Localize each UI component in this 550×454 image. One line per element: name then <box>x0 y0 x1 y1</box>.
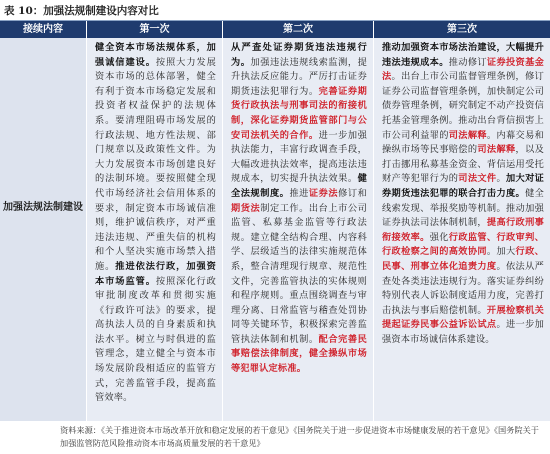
text-segment: 健全线索发现、举报奖励等机制。推动加强证券执法司法体制机制， <box>382 187 545 229</box>
text-segment: 开展检察机关提起证券民事公益诉讼试点 <box>382 304 544 331</box>
text-segment: ，以及打击挪用私募基金资金、背信运用受托财产等犯罪行为的 <box>382 144 544 185</box>
text-segment: 进一步加强执法能力，丰富行政调查手段，大幅改进执法效率，提高违法违规成本，切实提升执法效果。 <box>231 129 367 185</box>
text-segment: 按照深化行政审批制度改革和贯彻实施《行政许可法》的要求，提高执法人员的自身素质和执法水平。树立与时俱进的监管理念，建立健全与资本市场发展阶段相适应的监管方式，完善监管手段，提高监管效率。 <box>95 275 217 404</box>
text-segment: 加强违法违规线索监测，提升执法反应能力。严厉打击证券期货违法犯罪行为。 <box>231 56 367 97</box>
text-segment: 加大对证券期货违法犯罪的联合打击力度。 <box>382 173 544 199</box>
header-cell-0: 接续内容 <box>0 21 86 38</box>
text-segment: 。依法从严查处各类违法违规行为。落实证券纠纷特别代表人诉讼制度适用力度，完善打击执法与事后赔偿机制。 <box>382 260 545 316</box>
text-segment: 司法解释 <box>448 129 487 141</box>
text-segment: 推进依法行政，加强资本市场监管。 <box>95 260 216 287</box>
row-label: 加强法规法制建设 <box>3 202 83 213</box>
text-segment: 。内幕交易和操纵市场等民事赔偿的 <box>382 129 544 156</box>
column-third <box>374 38 550 421</box>
row-label-cell <box>0 38 86 421</box>
text-segment: 提高行政刑事衔接效率。 <box>382 217 544 243</box>
text-segment: 。进一步加强资本市场诚信体系建设。 <box>382 319 545 345</box>
text-segment: 行政、民事、刑事立体化追责力度 <box>382 246 544 272</box>
text-segment: 推动修订 <box>448 56 487 68</box>
text-segment: 完善证券期货行政执法与刑事司法的衔接机制，深化证券期货监管部门与公安司法机关的合作。 <box>231 85 367 141</box>
text-segment: 推进 <box>289 187 309 199</box>
text-segment: 。 <box>496 173 506 185</box>
text-segment: 证券法 <box>308 187 339 199</box>
text-segment: 推动加强资本市场法治建设，大幅提升违法违规成本。 <box>382 42 544 68</box>
comparison-table <box>0 20 550 421</box>
header-cell-2: 第二次 <box>223 21 373 38</box>
header-cell-1: 第一次 <box>87 21 222 38</box>
text-segment: 强化 <box>429 231 449 243</box>
source-note: 资料来源：《关于推进资本市场改革开放和稳定发展的若干意见》《国务院关于进一步促进资本市场健康发展的若干意见》《国务院关于加强监管防范风险推动资本市场高质量发展的若干意见》 <box>60 425 539 448</box>
text-segment: 制定工作。出台上市公司监管、私募基金监管等行政法规。建立健全结构合理、内容科学、层级适当的法律实施规范体系，整合清理现行规章、规范性文件，完善监管执法的实体规则和程序规则。重点围绕调查与审理分离、日常监管与稽查处罚协同等关键环节，积极探索完善监管执法体制和机制。 <box>231 202 367 345</box>
text-segment: 司法解释 <box>477 144 516 156</box>
text-segment: 修订和 <box>338 187 368 199</box>
text-segment: 配合完善民事赔偿法律制度，健全操纵市场等犯罪认定标准。 <box>231 333 367 375</box>
text-segment: 。加大 <box>486 246 516 258</box>
text-segment: 从严查处证券期货违法违规行为。 <box>231 42 367 68</box>
text-segment: 健全法规制度。 <box>231 173 367 199</box>
text-segment: 。出台上市公司监督管理条例，修订证券公司监督管理条例，加快制定公司债券管理条例，研究制定不动产投资信托基金管理条例。推动出台背信损害上市公司利益罪的 <box>382 71 545 141</box>
table-title: 表 10：加强法规制建设内容对比 <box>4 5 159 17</box>
text-segment: 期货法 <box>231 202 261 214</box>
text-segment: 健全资本市场法规体系，加强诚信建设。 <box>95 42 216 68</box>
header-cell-3: 第三次 <box>374 21 550 38</box>
column-second <box>223 38 373 421</box>
text-segment: 司法文件 <box>458 173 497 185</box>
text-segment: 证券投资基金法 <box>382 56 544 83</box>
column-first <box>87 38 222 421</box>
column-third-text <box>374 38 550 347</box>
column-first-text <box>87 38 222 406</box>
text-segment: 按照大力发展资本市场的总体部署，健全有利于资本市场稳定发展和投资者权益保护的法规体系。要清理阻碍市场发展的行政法规、地方性法规、部门规章以及政策性文件。为大力发展资本市场创建良好的法制环境。要按照健全现代市场经济社会信用体系的要求，制定资本市场诚信准则，维护诚信秩序，对严重违法违规、严重失信的机构和个人坚决实施市场禁入措施。 <box>95 56 217 272</box>
column-second-text <box>223 38 373 377</box>
text-segment: 行政监管、行政审判、行政检察之间的高效协同 <box>382 231 545 258</box>
